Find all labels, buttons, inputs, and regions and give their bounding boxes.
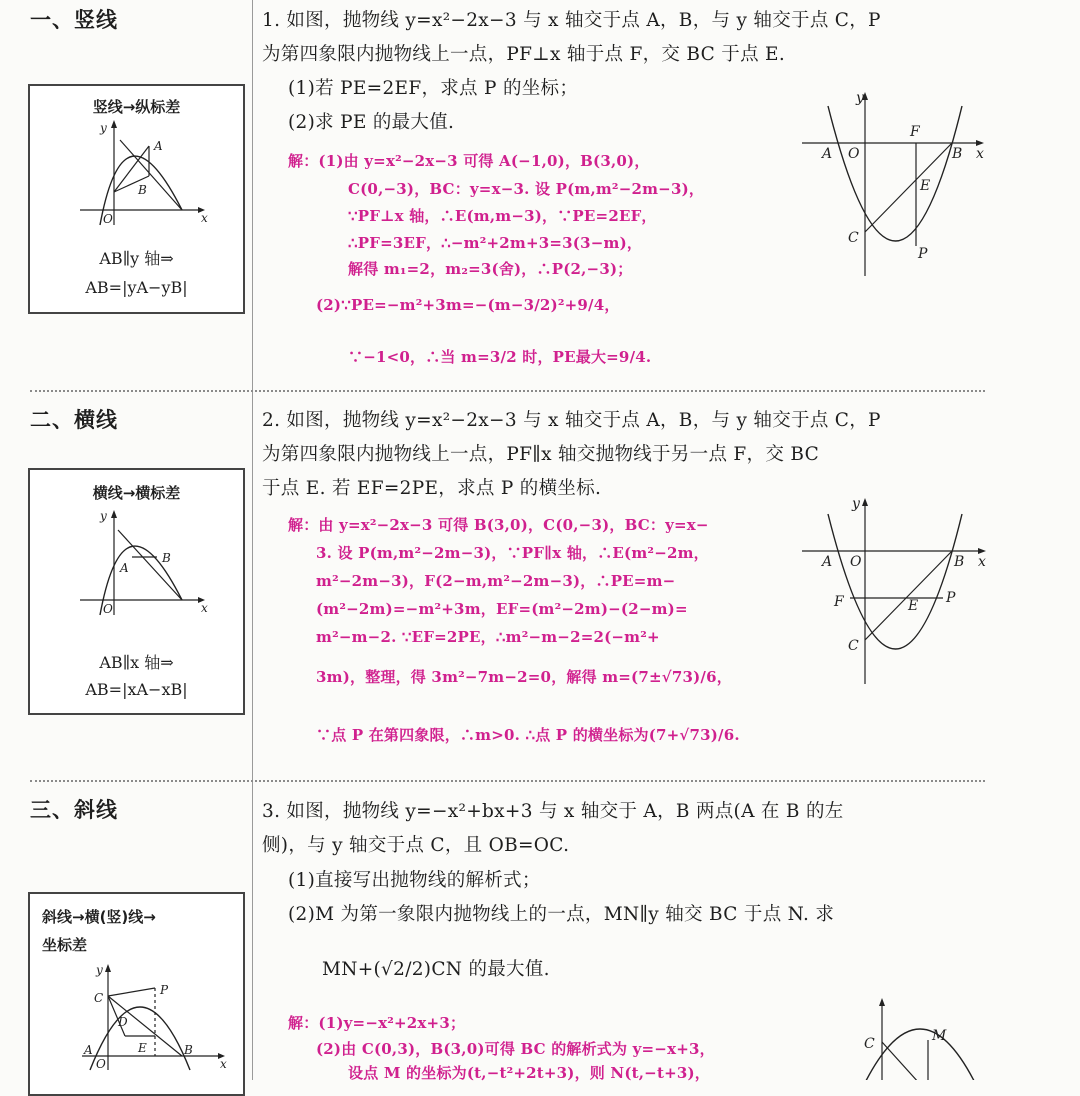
label-o: O [96,1057,106,1071]
label-b: B [162,551,171,565]
label-a: A [84,1043,93,1057]
solution-1-line: ∵−1<0，∴当 m=3/2 时，PE最大=9/4. [348,348,652,366]
axis-label-y: y [852,496,860,512]
problem-1-line: 1. 如图，抛物线 y=x²−2x−3 与 x 轴交于点 A，B，与 y 轴交于点 C，P [262,10,881,31]
method-box-title: 横线→横标差 [92,484,181,502]
method-box-formula: AB=|xA−xB| [85,680,188,699]
method-box-note: AB∥y 轴⇒ [99,249,174,268]
solution-2-line: 解：由 y=x²−2x−3 可得 B(3,0)，C(0,−3)，BC：y=x− [288,516,709,534]
label-c: C [864,1036,875,1052]
label-b: B [954,554,965,570]
section-heading-oblique: 三、斜线 [30,798,118,822]
method-figure [70,120,210,230]
solution-3-line: (2)由 C(0,3)，B(3,0)可得 BC 的解析式为 y=−x+3， [316,1040,715,1058]
solution-3-line: 解：(1)y=−x²+2x+3； [288,1014,466,1032]
label-o: O [848,146,860,162]
problem-3-figure [850,994,990,1080]
label-e: E [908,598,919,614]
label-a: A [154,139,163,153]
problem-2-line: 为第四象限内抛物线上一点，PF∥x 轴交抛物线于另一点 F，交 BC [262,444,820,465]
label-o: O [103,602,113,616]
axis-label-x: x [976,146,984,162]
label-a: A [822,554,833,570]
method-figure [70,510,210,620]
axis-label-y: y [856,90,864,106]
label-a: A [822,146,833,162]
method-box-oblique [28,892,245,1096]
problem-1-line: (1)若 PE=2EF，求点 P 的坐标； [288,78,579,99]
section-divider [30,390,985,392]
solution-2-line: (m²−2m)=−m²+3m，EF=(m²−2m)−(2−m)= [316,600,688,618]
label-b: B [184,1043,193,1057]
axis-label-y: y [96,964,103,977]
method-box-title: 竖线→纵标差 [92,98,181,116]
label-o: O [103,212,113,226]
solution-1-line: ∴PF=3EF，∴−m²+2m+3=3(3−m)， [348,234,643,252]
label-c: C [848,638,859,654]
label-c: C [848,230,859,246]
problem-2-line: 于点 E. 若 EF=2PE，求点 P 的横坐标. [262,478,602,499]
method-box-note: AB∥x 轴⇒ [99,653,174,672]
method-box-vertical [28,84,245,314]
problem-2-figure [800,494,990,694]
label-f: F [834,594,844,610]
method-box-horizontal [28,468,245,715]
label-f: F [910,124,920,140]
axis-label-x: x [978,554,986,570]
problem-2-line: 2. 如图，抛物线 y=x²−2x−3 与 x 轴交于点 A，B，与 y 轴交于点 C，P [262,410,881,431]
label-m: M [932,1028,947,1044]
problem-3-line: (2)M 为第一象限内抛物线上的一点，MN∥y 轴交 BC 于点 N. 求 [288,904,835,925]
solution-2-line: 3m)，整理，得 3m²−7m−2=0，解得 m=(7±√73)/6， [316,668,732,686]
axis-label-y: y [100,121,107,135]
axis-label-x: x [201,601,208,615]
label-p: P [918,246,928,262]
solution-1-line: (2)∵PE=−m²+3m=−(m−3/2)²+9/4， [316,296,620,314]
problem-3-line: (1)直接写出抛物线的解析式； [288,870,541,891]
label-e: E [920,178,931,194]
axis-label-x: x [201,211,208,225]
label-b: B [952,146,963,162]
solution-2-line: 3. 设 P(m,m²−2m−3)，∵PF∥x 轴，∴E(m²−2m， [316,544,709,562]
label-c: C [94,991,104,1005]
method-box-title: 坐标差 [42,936,88,954]
problem-1-line: (2)求 PE 的最大值. [288,112,455,133]
label-b: B [138,183,147,197]
solution-1-line: 解：(1)由 y=x²−2x−3 可得 A(−1,0)，B(3,0)， [288,152,650,170]
axis-label-y: y [100,510,107,523]
method-box-formula: AB=|yA−yB| [85,278,188,297]
axis-label-x: x [220,1057,227,1071]
problem-3-line: MN+(√2/2)CN 的最大值. [322,959,550,980]
solution-3-line: 设点 M 的坐标为(t,−t²+2t+3)，则 N(t,−t+3)， [348,1064,710,1082]
label-o: O [850,554,862,570]
section-divider [30,780,985,782]
solution-1-line: 解得 m₁=2，m₂=3(舍)，∴P(2,−3)； [348,260,633,278]
method-figure [80,964,230,1074]
solution-1-line: C(0,−3)，BC：y=x−3. 设 P(m,m²−2m−3)， [348,180,705,198]
problem-1-line: 为第四象限内抛物线上一点，PF⊥x 轴于点 F，交 BC 于点 E. [262,44,786,65]
solution-2-line: ∵点 P 在第四象限，∴m>0. ∴点 P 的横坐标为(7+√73)/6. [316,726,740,744]
method-box-title: 斜线→横(竖)线→ [42,908,156,926]
problem-3-line: 侧)，与 y 轴交于点 C，且 OB=OC. [262,835,570,856]
label-a: A [120,561,129,575]
solution-1-line: ∵PF⊥x 轴，∴E(m,m−3)，∵PE=2EF， [348,207,657,225]
solution-2-line: m²−m−2. ∵EF=2PE，∴m²−m−2=2(−m²+ [316,628,660,646]
label-p: P [946,590,956,606]
section-heading-vertical: 一、竖线 [30,8,118,32]
section-heading-horizontal: 二、横线 [30,408,118,432]
problem-3-line: 3. 如图，抛物线 y=−x²+bx+3 与 x 轴交于 A，B 两点(A 在 B 的左 [262,801,844,822]
label-p: P [160,983,169,997]
label-e: E [138,1041,147,1055]
problem-1-figure [800,86,990,286]
solution-2-line: m²−2m−3)，F(2−m,m²−2m−3)，∴PE=m− [316,572,676,590]
label-d: D [118,1015,128,1029]
